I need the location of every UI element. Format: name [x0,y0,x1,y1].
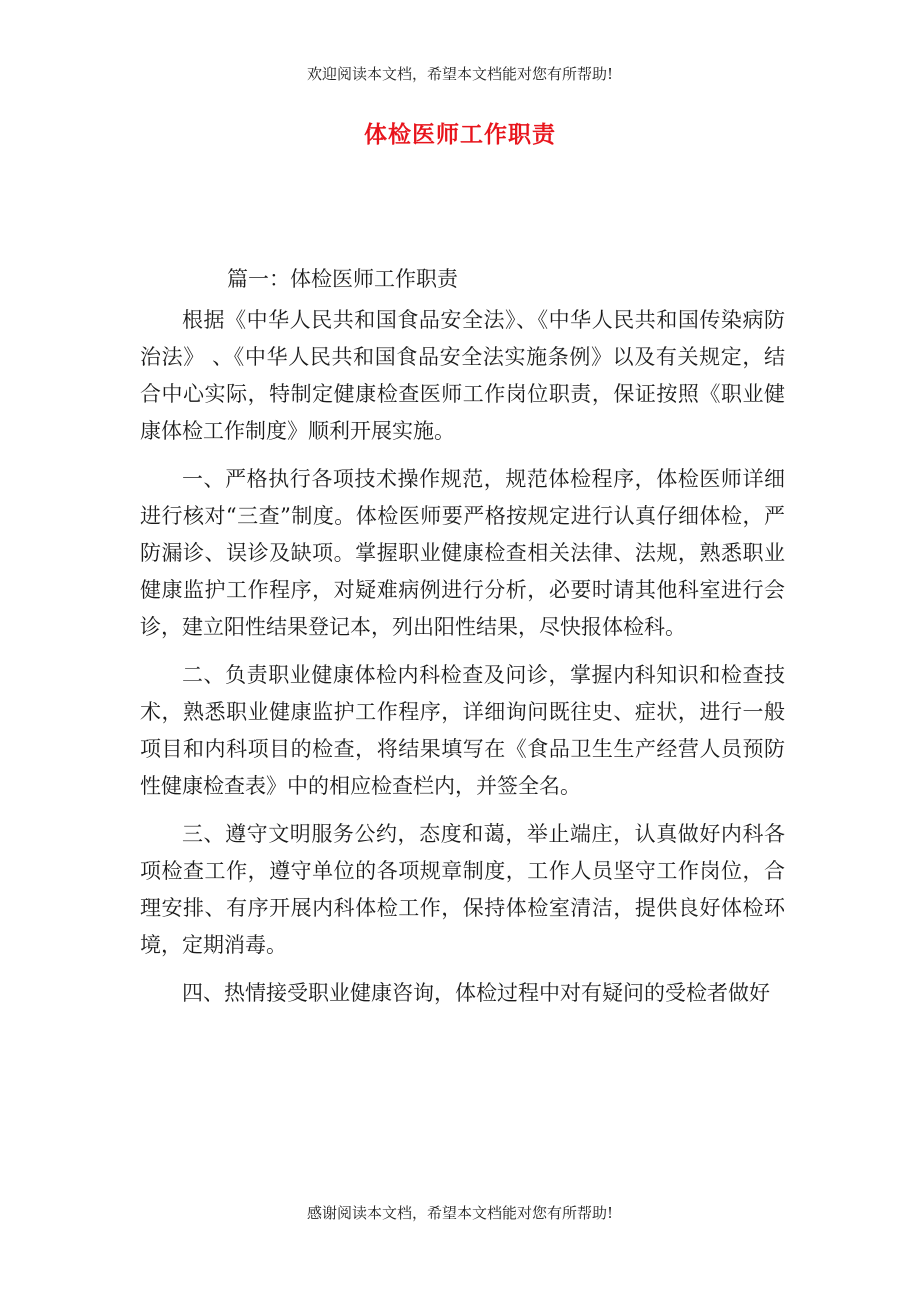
header-note: 欢迎阅读本文档，希望本文档能对您有所帮助! [306,65,614,83]
document-body [140,264,785,1023]
paragraph-intro: 根据《中华人民共和国食品安全法》、《中华人民共和国传染病防治法》 、《中华人民共和国食品安全法实施条例》以及有关规定，结合中心实际，特制定健康检查医师工作岗位职责，保证按照《职业健康体检工作制度》顺利开展实施。 [140,308,785,443]
footer-note: 感谢阅读本文档，希望本文档能对您有所帮助! [306,1204,614,1222]
paragraph-item-2: 二、负责职业健康体检内科检查及问诊，掌握内科知识和检查技术，熟悉职业健康监护工作程序，详细询问既往史、症状，进行一般项目和内科项目的检查，将结果填写在《食品卫生生产经营人员预防性健康检查表》中的相应检查栏内，并签全名。 [140,663,785,798]
section-heading: 篇一：体检医师工作职责 [227,267,458,291]
paragraph-item-1: 一、严格执行各项技术操作规范，规范体检程序，体检医师详细进行核对“三查”制度。体检医师要严格按规定进行认真仔细体检，严防漏诊、误诊及缺项。掌握职业健康检查相关法律、法规，熟悉职业健康监护工作程序，对疑难病例进行分析，必要时请其他科室进行会诊，建立阳性结果登记本，列出阳性结果，尽快报体检科。 [140,467,785,639]
paragraph-item-3: 三、遵守文明服务公约，态度和蔼，举止端庄，认真做好内科各项检查工作，遵守单位的各项规章制度，工作人员坚守工作岗位，合理安排、有序开展内科体检工作，保持体检室清洁，提供良好体检环境，定期消毒。 [140,822,785,957]
document-title: 体检医师工作职责 [364,121,556,148]
paragraph-item-4: 四、热情接受职业健康咨询，体检过程中对有疑问的受检者做好 [182,981,770,1005]
